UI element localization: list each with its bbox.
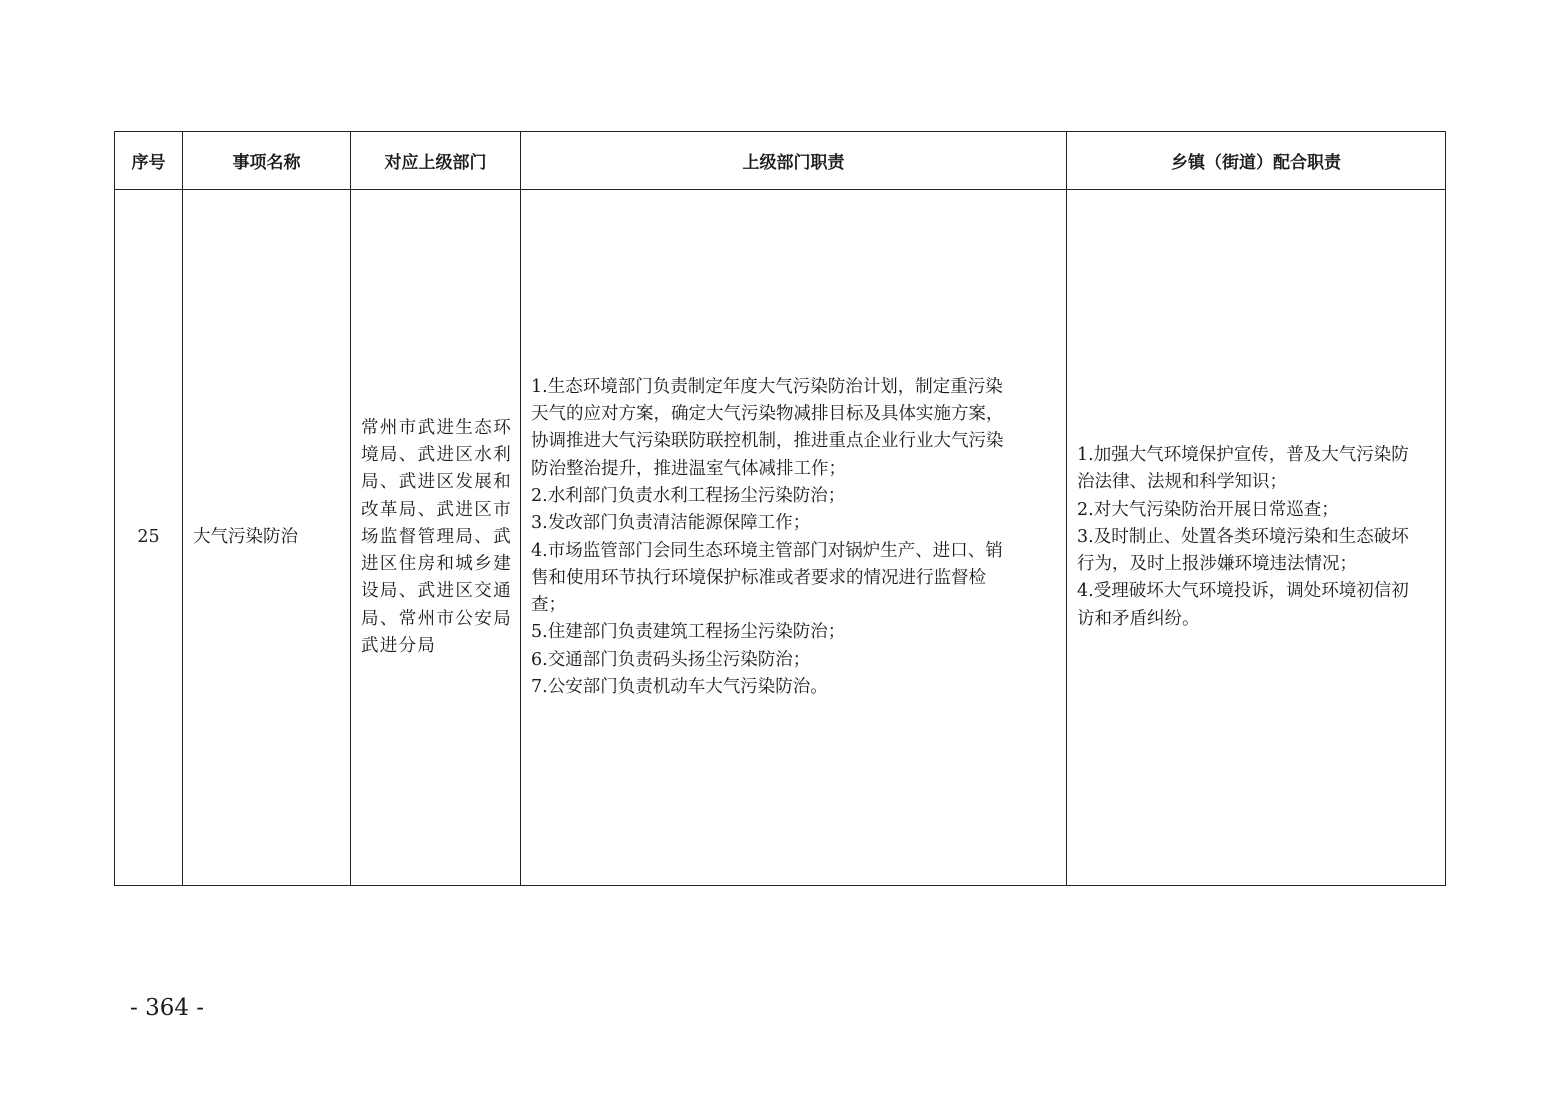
row-item-name: 大气污染防治 — [183, 190, 351, 886]
superior-duty-line: 查； — [531, 595, 566, 616]
row-superior-duty — [521, 190, 1067, 886]
superior-duty-line: 3.发改部门负责清洁能源保障工作； — [531, 513, 811, 534]
town-duty-line: 访和矛盾纠纷。 — [1077, 608, 1200, 629]
superior-duty-line: 5.住建部门负责建筑工程扬尘污染防治； — [531, 622, 846, 643]
superior-duty-line: 防治整治提升，推进温室气体减排工作； — [531, 458, 846, 479]
superior-duty-line: 4.市场监管部门会同生态环境主管部门对锅炉生产、进口、销 — [531, 540, 1003, 561]
superior-dept-text: 常州市武进生态环境局、武进区水利局、武进区发展和改革局、武进区市场监督管理局、武进区住房和城乡建设局、武进区交通局、常州市公安局武进分局 — [361, 417, 512, 657]
table-header-row — [115, 132, 1446, 190]
superior-duty-line: 协调推进大气污染联防联控机制，推进重点企业行业大气污染 — [531, 431, 1004, 452]
superior-duty-line: 1.生态环境部门负责制定年度大气污染防治计划，制定重污染 — [531, 376, 1003, 397]
town-duty-line: 1.加强大气环境保护宣传，普及大气污染防 — [1077, 444, 1409, 465]
superior-duty-line: 7.公安部门负责机动车大气污染防治。 — [531, 676, 828, 697]
row-town-duty — [1067, 190, 1446, 886]
header-superior-duty: 上级部门职责 — [521, 132, 1067, 190]
superior-duty-line: 6.交通部门负责码头扬尘污染防治； — [531, 649, 811, 670]
row-superior-dept — [351, 190, 521, 886]
town-duty-line: 治法律、法规和科学知识； — [1077, 472, 1287, 493]
table-row — [115, 190, 1446, 886]
town-duty-line: 4.受理破坏大气环境投诉，调处环境初信初 — [1077, 581, 1409, 602]
superior-duty-line: 天气的应对方案，确定大气污染物减排目标及具体实施方案， — [531, 404, 1004, 425]
page-number: - 364 - — [130, 995, 205, 1021]
town-duty-line: 3.及时制止、处置各类环境污染和生态破坏 — [1077, 526, 1409, 547]
town-duty-line: 行为，及时上报涉嫌环境违法情况； — [1077, 554, 1357, 575]
header-superior-dept: 对应上级部门 — [351, 132, 521, 190]
town-duty-line: 2.对大气污染防治开展日常巡查； — [1077, 499, 1339, 520]
header-seq: 序号 — [115, 132, 183, 190]
superior-duty-line: 2.水利部门负责水利工程扬尘污染防治； — [531, 485, 846, 506]
duty-table — [114, 131, 1446, 886]
header-item-name: 事项名称 — [183, 132, 351, 190]
row-seq: 25 — [115, 190, 183, 886]
superior-duty-line: 售和使用环节执行环境保护标准或者要求的情况进行监督检 — [531, 567, 986, 588]
header-town-duty: 乡镇（街道）配合职责 — [1067, 132, 1446, 190]
